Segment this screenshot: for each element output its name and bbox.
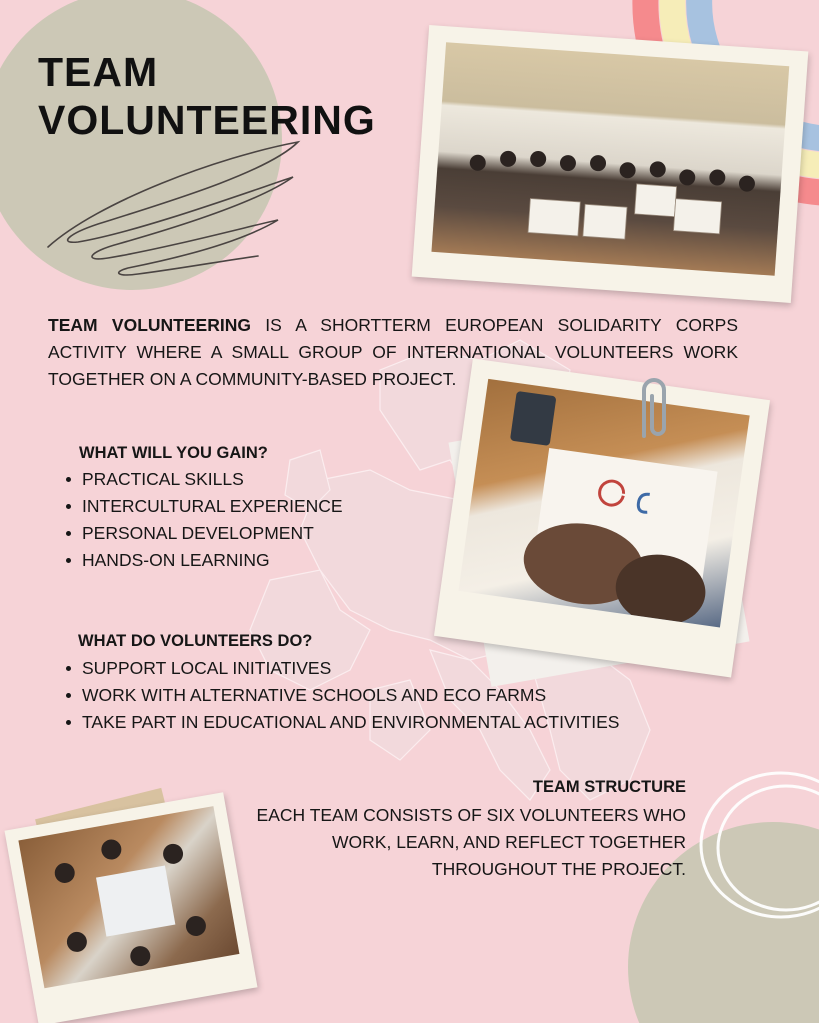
structure-line-3: THROUGHOUT THE PROJECT. [431, 859, 686, 879]
structure-line-2: WORK, LEARN, AND REFLECT TOGETHER [332, 832, 686, 852]
list-item [64, 520, 424, 547]
do-section [64, 632, 684, 736]
list-item [64, 466, 424, 493]
drawing-photo-illustration [458, 379, 749, 628]
intro-paragraph [48, 312, 738, 393]
list-item-text: PERSONAL DEVELOPMENT [82, 523, 314, 543]
gain-list [64, 466, 424, 574]
chalk-rings-decoration [686, 760, 819, 920]
page-title [38, 48, 376, 144]
title-line-2: VOLUNTEERING [38, 97, 376, 143]
gain-heading: WHAT WILL YOU GAIN? [79, 444, 268, 462]
bullet-icon [66, 531, 71, 536]
intro-lead-text: TEAM VOLUNTEERING [48, 315, 251, 335]
structure-section [220, 778, 686, 883]
workshop-photo-illustration [18, 806, 239, 988]
do-heading: WHAT DO VOLUNTEERS DO? [78, 632, 313, 650]
list-item-text: SUPPORT LOCAL INITIATIVES [82, 658, 332, 678]
bullet-icon [66, 693, 71, 698]
structure-line-1: EACH TEAM CONSISTS OF SIX VOLUNTEERS WHO [256, 805, 686, 825]
structure-heading: TEAM STRUCTURE [532, 778, 686, 796]
list-item [64, 709, 684, 736]
list-item-text: WORK WITH ALTERNATIVE SCHOOLS AND ECO FARMS [82, 685, 547, 705]
drawing-photo-polaroid [434, 358, 770, 677]
bullet-icon [66, 504, 71, 509]
drawing-photo [458, 379, 749, 628]
intro-body-text: IS A SHORTTERM EUROPEAN SOLIDARITY CORPS ACTIVITY WHERE A SMALL GROUP OF INTERNATIONAL VOLUNTEERS WORK TOGETHER ON A COMMUNITY-BASED PROJECT. [48, 315, 738, 389]
do-list [64, 655, 684, 736]
group-photo-polaroid [412, 25, 809, 303]
scribble-decoration [28, 132, 318, 282]
list-item-text: TAKE PART IN EDUCATIONAL AND ENVIRONMENTAL ACTIVITIES [82, 712, 620, 732]
bullet-icon [66, 720, 71, 725]
gain-section [64, 444, 424, 574]
bullet-icon [66, 558, 71, 563]
list-item-text: PRACTICAL SKILLS [82, 469, 244, 489]
list-item [64, 547, 424, 574]
list-item-text: INTERCULTURAL EXPERIENCE [82, 496, 343, 516]
bullet-icon [66, 477, 71, 482]
list-item [64, 682, 684, 709]
list-item-text: HANDS-ON LEARNING [82, 550, 270, 570]
list-item [64, 655, 684, 682]
list-item [64, 493, 424, 520]
bullet-icon [66, 666, 71, 671]
title-line-1: TEAM [38, 49, 159, 95]
group-photo-illustration [431, 42, 789, 275]
workshop-photo [18, 806, 239, 988]
group-photo [431, 42, 789, 275]
